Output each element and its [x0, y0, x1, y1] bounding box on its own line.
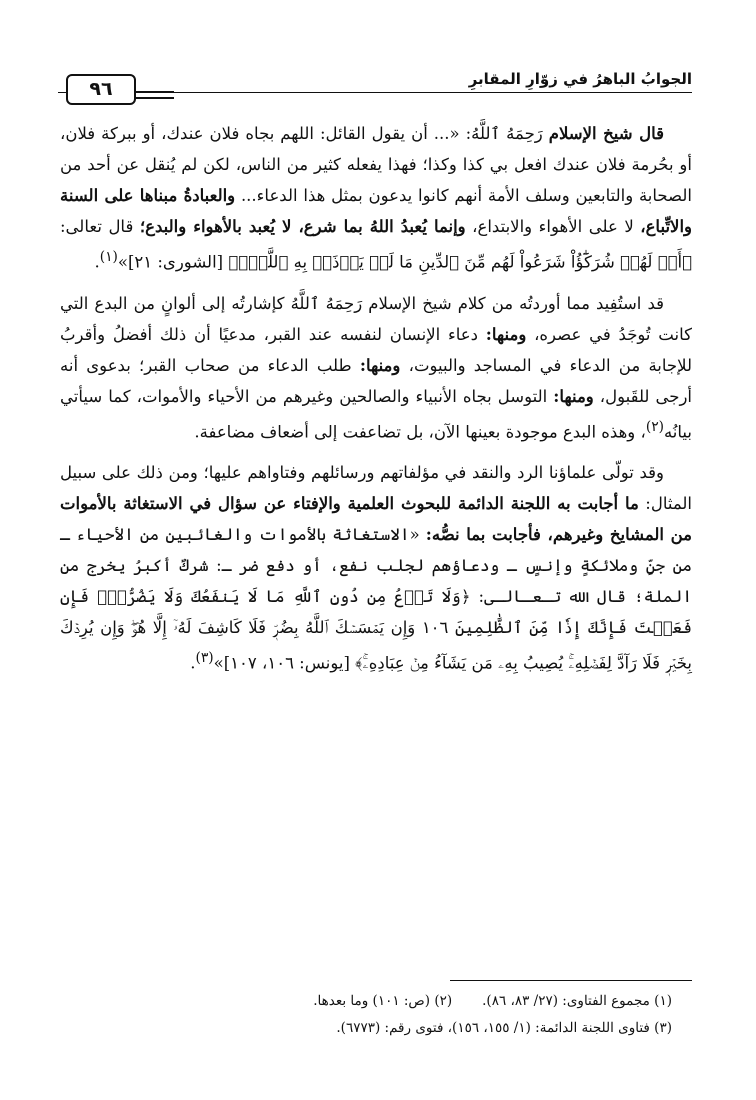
emphasis-text: ومنها:	[485, 324, 527, 344]
page-number-rule	[136, 97, 174, 99]
text-run: التوسل بجاه الأنبياء والصالحين وغيرهم من الأحياء والأموات، كما سيأتي بيانُه	[60, 386, 692, 441]
footnote-separator	[450, 980, 692, 981]
quran-verse: ﴿وَلَا تَدۡعُ مِن دُونِ ٱللَّهِ مَا لَا يَنفَعُكَ وَلَا يَضُرُّكَۖ فَإِن فَعَلۡتَ فَإِنَّكَ إِذٗا مِّنَ ٱلظَّٰلِمِينَ ١٠٦ وَإِن يَمۡسَسۡكَ ٱللَّهُ بِضُرّٖ فَلَا كَاشِفَ لَهُۥٓ إِلَّا هُوَۖ وَإِن يُرِدۡكَ بِخَيۡرٖ فَلَا رَآدَّ لِفَضۡلِهِۦۚ يُصِيبُ بِهِۦ مَن يَشَآءُ مِنۡ عِبَادِهِۦۚ﴾	[60, 587, 692, 673]
text-run: وقد تولّى علماؤنا الرد والنقد في مؤلفاتهم ورسائلهم وفتاواهم عليها؛ ومن ذلك على سبيل المثال:	[60, 463, 693, 513]
body-paragraph	[60, 118, 692, 278]
footnote-3: (٣) فتاوى اللجنة الدائمة: (١/ ١٥٥، ١٥٦)، فتوى رقم: (٦٧٧٣).	[336, 1020, 672, 1036]
text-run: «الاستغاثة بالأموات والغائبين من الأحياء ـ من جنٍّ وملائكةٍ وإنسٍ ـ ودعاؤهم لجلب نفع، أو دفع ضر ـ: شركٌ أكبرُ يخرج من الملة؛ قال الله تـعـالـى:	[60, 525, 692, 606]
footnote-ref: (٢)	[645, 418, 664, 435]
footnote-1: (١) مجموع الفتاوى: (٢٧/ ٨٣، ٨٦).	[482, 993, 672, 1009]
text-run: قال تعالى:	[60, 217, 140, 236]
main-text	[60, 118, 692, 689]
footnotes	[60, 988, 672, 1042]
emphasis-text: وإنما يُعبدُ اللهُ بما شرع، لا يُعبد بالأهواء والبدع؛	[139, 217, 466, 236]
emphasis-text: والعبادةُ مبناها على السنة والاتِّباع،	[60, 186, 692, 236]
emphasis-text: ومنها:	[553, 386, 594, 406]
text-run: دعاء الإنسان لنفسه عند القبر، مدعيًا أن ذلك أفضلُ وأقربُ للإجابة من الدعاء في المساجد والبيوت،	[60, 324, 692, 375]
text-run: لا على الأهواء والابتداع،	[465, 217, 641, 236]
emphasis-text: ما أجابت به اللجنة الدائمة للبحوث العلمية والإفتاء عن سؤال في الاستغاثة بالأموات من المشايخ وغيرهم، فأجابت بما نصُّه:	[60, 494, 692, 544]
running-title: الجوابُ الباهرُ في زوّارِ المقابرِ	[468, 70, 692, 88]
text-run: ، وهذه البدع موجودة بعينها الآن، بل تضاعفت إلى أضعاف مضاعفة.	[194, 422, 646, 441]
page-number-rule	[136, 91, 174, 93]
body-paragraph	[60, 288, 692, 448]
emphasis-text: ومنها:	[359, 355, 401, 375]
page-number: ٩٦	[66, 74, 136, 105]
text-run: قد استُفِيد مما أوردتُه من كلام شيخ الإسلام رَحِمَهُ ٱللَّهُ كإشارتُه إلى ألوانٍ من البدع التي كانت تُوجَدُ في عصره،	[60, 293, 692, 344]
footnote-row	[60, 1015, 672, 1042]
text-run: طلب الدعاء من صحاب القبر؛ بدعوى أنه أرجى للقَبول،	[60, 355, 692, 406]
footnote-ref: (١)	[99, 249, 118, 265]
page-header	[58, 62, 692, 104]
text-run: .	[190, 653, 196, 673]
quran-verse: ﴿أَمۡ لَهُمۡ شُرَكَٰٓؤُاْ شَرَعُواْ لَهُم مِّنَ ٱلدِّينِ مَا لَمۡ يَأۡذَنۢ بِهِ ٱللَّهُۚ﴾	[228, 252, 692, 272]
emphasis-text: قال شيخ الإسلام	[548, 124, 664, 143]
footnote-2: (٢) (ص: ١٠١) وما بعدها.	[313, 993, 453, 1009]
text-run: .	[94, 252, 100, 272]
text-run: [الشورى: ٢١]»	[117, 252, 229, 272]
footnote-ref: (٣)	[195, 650, 214, 666]
body-paragraph	[60, 457, 692, 679]
footnote-row	[60, 988, 672, 1015]
text-run: رَحِمَهُ ٱللَّهُ: «... أن يقول القائل: اللهم بجاه فلان عندك، أو ببركة فلان، أو بحُرمة فلان عندك افعل بي كذا وكذا؛ فهذا يفعله كثير من الناس، لكن لم يُنقل عن أحد من الصحابة والتابعين وسلف الأمة أنهم كانوا يدعون بمثل هذا الدعاء...	[60, 124, 692, 205]
text-run: [يونس: ١٠٦، ١٠٧]»	[213, 653, 356, 673]
